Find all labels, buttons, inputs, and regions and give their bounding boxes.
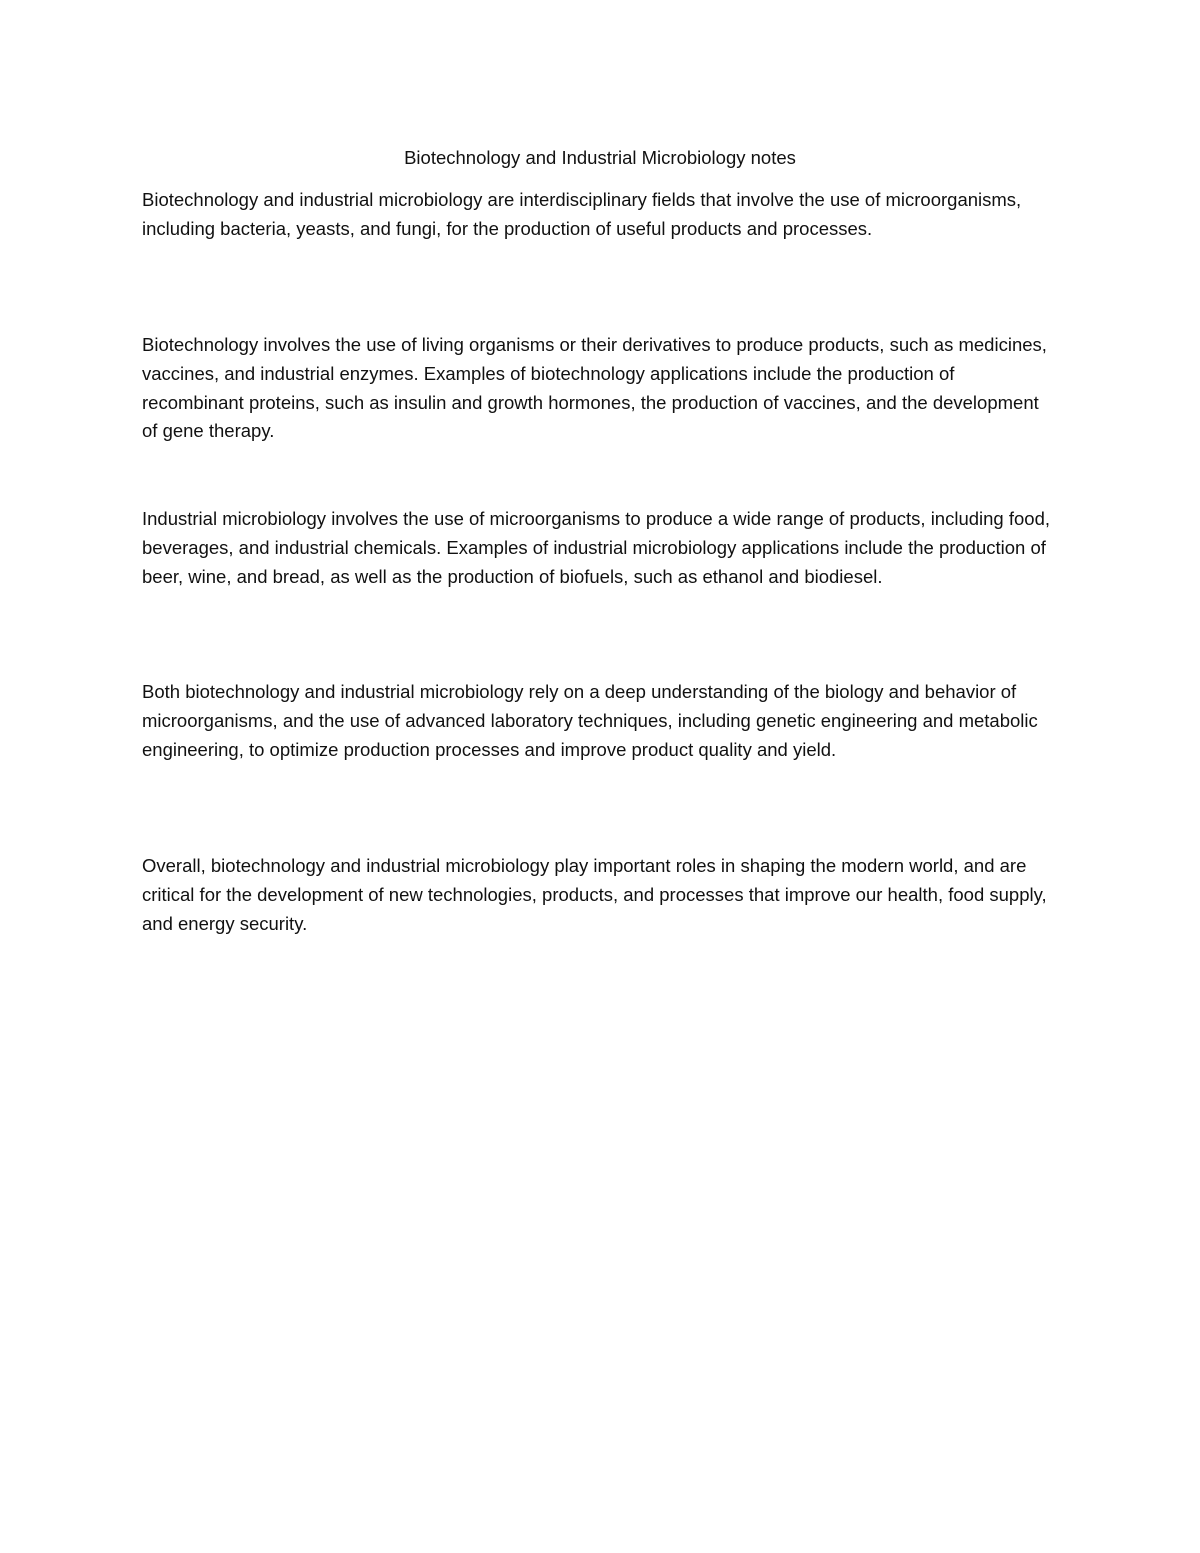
paragraph-industrial-microbiology: Industrial microbiology involves the use of microorganisms to produce a wide range of products, including food, beverages, and industrial chemicals. Examples of industrial microbiology applications include the production of beer, wine, and bread, as well as the production of biofuels, such as ethanol and biodiesel.	[142, 508, 1051, 587]
paragraph-intro: Biotechnology and industrial microbiology are interdisciplinary fields that involve the use of microorganisms, including bacteria, yeasts, and fungi, for the production of useful products and processes.	[142, 189, 1022, 239]
paragraph-both-fields: Both biotechnology and industrial microbiology rely on a deep understanding of the biology and behavior of microorganisms, and the use of advanced laboratory techniques, including genetic engineering and metabolic engineering, to optimize production processes and improve product quality and yield.	[142, 681, 1038, 760]
paragraph-overall: Overall, biotechnology and industrial microbiology play important roles in shaping the modern world, and are critical for the development of new technologies, products, and processes that improve our health, food supply, and energy security.	[142, 855, 1047, 934]
page-title: Biotechnology and Industrial Microbiology notes	[404, 147, 796, 168]
paragraph-biotechnology: Biotechnology involves the use of living organisms or their derivatives to produce products, such as medicines, vaccines, and industrial enzymes. Examples of biotechnology applications include the production of recombinant proteins, such as insulin and growth hormones, the production of vaccines, and the development of gene therapy.	[142, 334, 1047, 442]
